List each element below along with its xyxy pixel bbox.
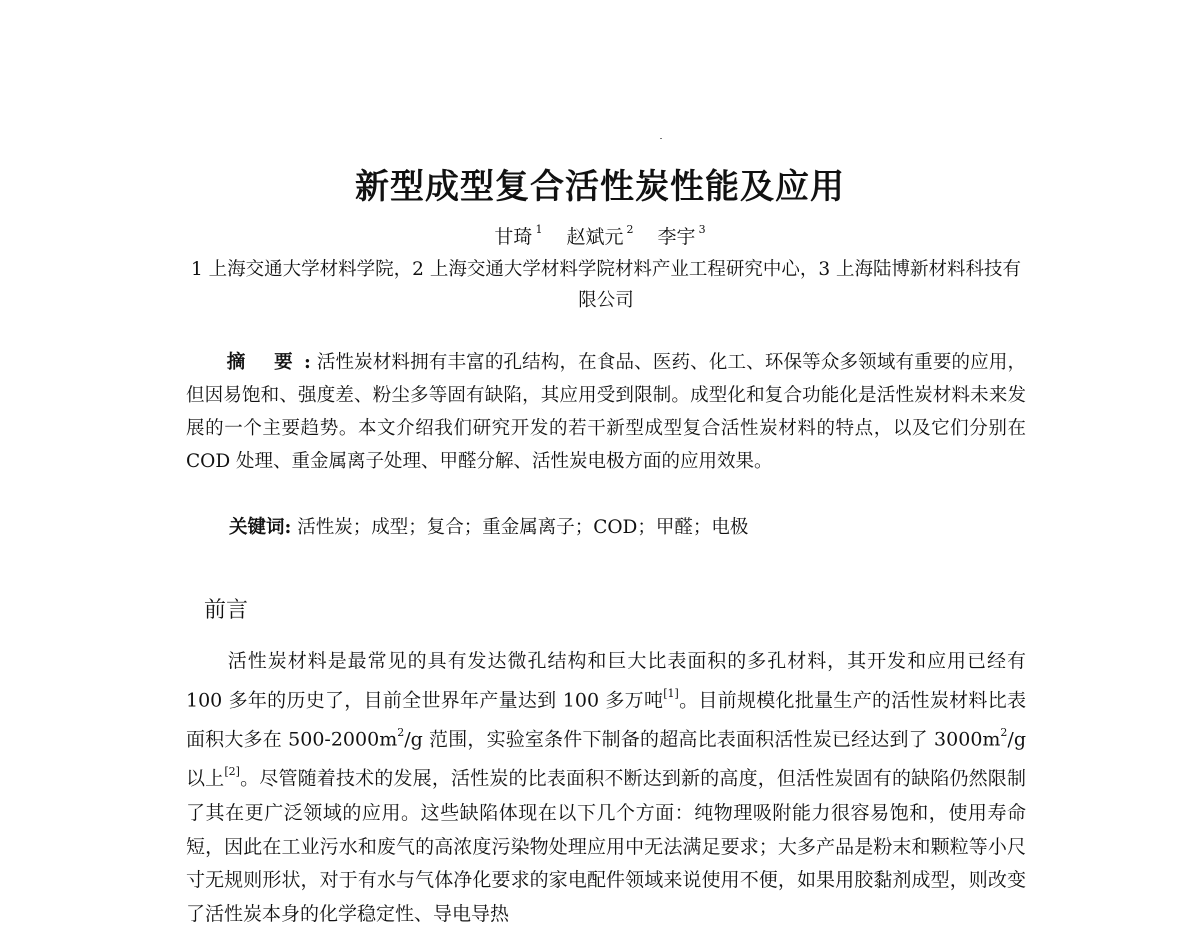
abstract-label: 摘 要: — [226, 352, 311, 373]
author: 甘琦 $^1$ — [494, 222, 543, 248]
author-list — [0, 222, 1200, 249]
keywords-label: 关键词: — [229, 517, 292, 538]
section-title: 前言 — [204, 598, 249, 623]
paper-title: 新型成型复合活性炭性能及应用 — [355, 167, 845, 207]
author: 赵斌元 $^2$ — [566, 222, 634, 248]
keywords — [229, 511, 1029, 544]
affiliations: 1 上海交通大学材料学院，2 上海交通大学材料学院材料产业工程研究中心，3 上海陆博新材料科技有限公司 — [191, 259, 1021, 311]
citation-ref: [2] — [224, 765, 240, 779]
citation-ref: [1] — [663, 686, 679, 700]
intro-paragraph: 活性炭材料是最常见的具有发达微孔结构和巨大比表面积的多孔材料，其开发和应用已经有 100 多年的历史了，目前全世界年产量达到 100 多万吨[1]。目前规模化批量生产的活性炭材料比表面积大多在 $500-2000m^2/g$ 范围，实验室条件下制备的超高比表面积活性炭已经达到了 $3000m^2/g$ 以上[2]。尽管随着技术的发展，活性炭的比表面积不断达到新的高度，但活性炭固有的缺陷仍然限制了其在更广泛领域的应用。这些缺陷体现在以下几个方面：纯物理吸附能力很容易饱和，使用寿命短，因此在工业污水和废气的高浓度污染物处理应用中无法满足要求；大多产品是粉末和颗粒等小尺寸无规则形状，对于有水与气体净化要求的家电配件领域来说使用不便，如果用胶黏剂成型，则改变了活性炭本身的化学稳定性、导电导热 — [186, 650, 1026, 926]
abstract — [186, 346, 1026, 478]
abstract-text: 活性炭材料拥有丰富的孔结构，在食品、医药、化工、环保等众多领域有重要的应用，但因易饱和、强度差、粉尘多等固有缺陷，其应用受到限制。成型化和复合功能化是活性炭材料未来发展的一个主要趋势。本文介绍我们研究开发的若干新型成型复合活性炭材料的特点，以及它们分别在 COD 处理、重金属离子处理、甲醛分解、活性炭电极方面的应用效果。 — [186, 352, 1026, 472]
keywords-text: 活性炭；成型；复合；重金属离子；COD；甲醛；电极 — [291, 517, 749, 538]
author: 李宇 $^3$ — [657, 222, 706, 248]
scan-speck — [660, 138, 662, 139]
